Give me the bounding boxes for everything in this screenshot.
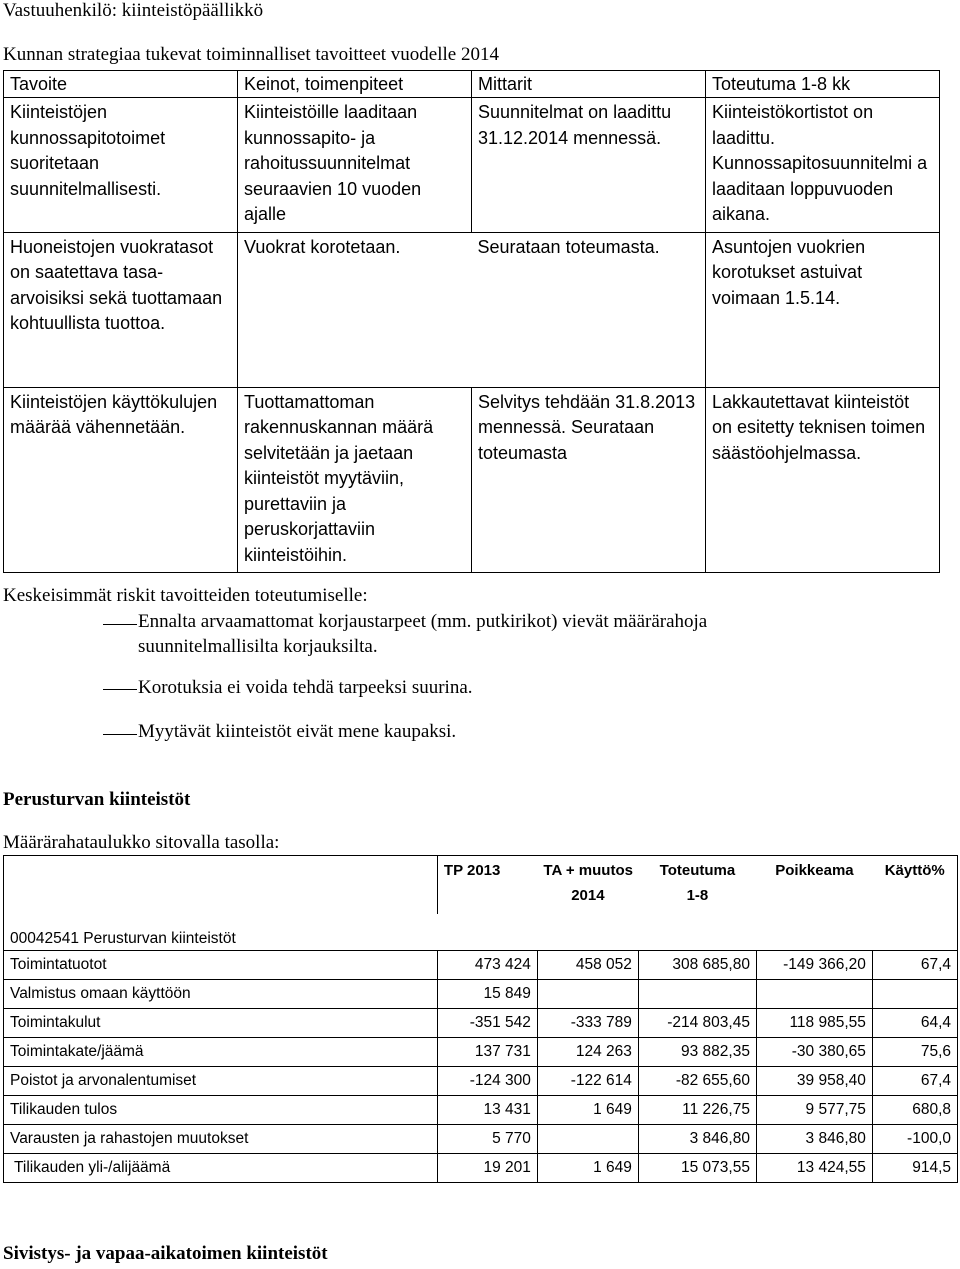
budget-row — [4, 980, 958, 1009]
row-label: Toimintakate/jäämä — [4, 1038, 438, 1067]
metric-cell: Suunnitelmat on laadittu 31.12.2014 mennessä. — [472, 98, 706, 233]
goals-header-row — [4, 71, 940, 98]
value-tot: 3 846,80 — [638, 1125, 756, 1154]
goals-col-means: Keinot, toimenpiteet — [238, 71, 472, 98]
metric-cell: Selvitys tehdään 31.8.2013 mennessä. Seurataan toteumasta — [472, 387, 706, 573]
budget-header-row — [4, 856, 958, 915]
budget-header-blank — [4, 856, 438, 915]
budget-row — [4, 1154, 958, 1183]
row-label: Tilikauden yli-/alijäämä — [4, 1154, 438, 1183]
risk-item: Ennalta arvaamattomat korjaustarpeet (mm. putkirikot) vievät määrärahoja — [138, 611, 708, 632]
value-tot: 11 226,75 — [638, 1096, 756, 1125]
section-subtitle: Määrärahataulukko sitovalla tasolla: — [3, 832, 280, 853]
value-dev: 3 846,80 — [756, 1125, 872, 1154]
next-section-title: Sivistys- ja vapaa-aikatoimen kiinteistöt — [3, 1243, 328, 1264]
value-tp: 137 731 — [437, 1038, 537, 1067]
means-cell: Tuottamattoman rakennuskannan määrä selvitetään ja jaetaan kiinteistöt myytäviin, purettaviin ja peruskorjattaviin kiinteistöihin. — [238, 387, 472, 573]
value-tp: 15 849 — [437, 980, 537, 1009]
metric-cell: Seurataan toteumasta. — [472, 232, 706, 387]
value-dev — [756, 980, 872, 1009]
value-ta — [537, 980, 638, 1009]
goals-row — [4, 98, 940, 233]
row-label: Tilikauden tulos — [4, 1096, 438, 1125]
value-ta: 1 649 — [537, 1154, 638, 1183]
value-use: 67,4 — [872, 1067, 957, 1096]
value-tp: 19 201 — [437, 1154, 537, 1183]
header-dev — [756, 856, 872, 915]
header-ta-line2: 2014 — [571, 887, 605, 904]
means-cell: Kiinteistöille laaditaan kunnossapito- ja rahoitussuunnitelmat seuraavien 10 vuoden ajalle — [238, 98, 472, 233]
value-tot — [638, 980, 756, 1009]
value-use: 914,5 — [872, 1154, 957, 1183]
goals-col-result: Toteutuma 1-8 kk — [706, 71, 940, 98]
header-use-label: Käyttö% — [884, 862, 945, 879]
value-tot: 308 685,80 — [638, 951, 756, 980]
row-label: Toimintatuotot — [4, 951, 438, 980]
row-label: Varausten ja rahastojen muutokset — [4, 1125, 438, 1154]
value-ta: -333 789 — [537, 1009, 638, 1038]
value-use: 67,4 — [872, 951, 957, 980]
header-use — [872, 856, 957, 915]
result-cell: Kiinteistökortistot on laadittu. Kunnossapitosuunnitelmi a laaditaan loppuvuoden aikana. — [706, 98, 940, 233]
budget-section-row — [4, 914, 958, 951]
value-dev: 39 958,40 — [756, 1067, 872, 1096]
value-dev: -30 380,65 — [756, 1038, 872, 1067]
goal-cell: Huoneistojen vuokratasot on saatettava tasa-arvoisiksi sekä tuottamaan kohtuullista tuottoa. — [4, 232, 238, 387]
value-tp: -124 300 — [437, 1067, 537, 1096]
dash-bullet — [103, 689, 137, 690]
header-dev-label: Poikkeama — [775, 862, 854, 879]
row-label: Poistot ja arvonalentumiset — [4, 1067, 438, 1096]
risks-title: Keskeisimmät riskit tavoitteiden toteutumiselle: — [3, 585, 368, 606]
value-tp: -351 542 — [437, 1009, 537, 1038]
dash-bullet — [103, 624, 137, 625]
goal-cell: Kiinteistöjen kunnossapitotoimet suoritetaan suunnitelmallisesti. — [4, 98, 238, 233]
value-dev: 9 577,75 — [756, 1096, 872, 1125]
value-use: 680,8 — [872, 1096, 957, 1125]
value-tot: 93 882,35 — [638, 1038, 756, 1067]
budget-section-label: 00042541 Perusturvan kiinteistöt — [4, 914, 958, 951]
value-ta: 458 052 — [537, 951, 638, 980]
budget-row — [4, 1096, 958, 1125]
budget-row — [4, 1038, 958, 1067]
value-use — [872, 980, 957, 1009]
budget-row — [4, 1067, 958, 1096]
goal-cell: Kiinteistöjen käyttökulujen määrää vähennetään. — [4, 387, 238, 573]
row-label: Valmistus omaan käyttöön — [4, 980, 438, 1009]
value-dev: 13 424,55 — [756, 1154, 872, 1183]
value-ta: -122 614 — [537, 1067, 638, 1096]
budget-row — [4, 1009, 958, 1038]
value-use: -100,0 — [872, 1125, 957, 1154]
header-tot-line1: Toteutuma — [659, 862, 736, 879]
budget-table — [3, 855, 958, 1183]
risk-item: Korotuksia ei voida tehdä tarpeeksi suurina. — [138, 677, 473, 698]
value-use: 64,4 — [872, 1009, 957, 1038]
value-use: 75,6 — [872, 1038, 957, 1067]
budget-row — [4, 951, 958, 980]
goals-col-goal: Tavoite — [4, 71, 238, 98]
strategy-title: Kunnan strategiaa tukevat toiminnalliset tavoitteet vuodelle 2014 — [3, 44, 499, 65]
value-tot: -82 655,60 — [638, 1067, 756, 1096]
value-ta: 124 263 — [537, 1038, 638, 1067]
value-tp: 473 424 — [437, 951, 537, 980]
risk-item-continued: suunnitelmallisilta korjauksilta. — [138, 636, 378, 657]
goals-table — [3, 70, 940, 573]
header-tot — [638, 856, 756, 915]
value-ta — [537, 1125, 638, 1154]
value-ta: 1 649 — [537, 1096, 638, 1125]
risk-item: Myytävät kiinteistöt eivät mene kaupaksi. — [138, 721, 457, 742]
goals-row — [4, 232, 940, 387]
responsible-person: Vastuuhenkilö: kiinteistöpäällikkö — [3, 0, 264, 21]
value-tp: 13 431 — [437, 1096, 537, 1125]
budget-row — [4, 1125, 958, 1154]
result-cell: Lakkautettavat kiinteistöt on esitetty teknisen toimen säästöohjelmassa. — [706, 387, 940, 573]
section-title: Perusturvan kiinteistöt — [3, 789, 191, 810]
goals-col-metric: Mittarit — [472, 71, 706, 98]
header-tot-line2: 1-8 — [686, 887, 709, 904]
header-ta — [537, 856, 638, 915]
row-label: Toimintakulut — [4, 1009, 438, 1038]
dash-bullet — [103, 734, 137, 735]
value-tot: 15 073,55 — [638, 1154, 756, 1183]
header-tp-label: TP 2013 — [443, 862, 501, 879]
value-tot: -214 803,45 — [638, 1009, 756, 1038]
value-dev: -149 366,20 — [756, 951, 872, 980]
goals-row — [4, 387, 940, 573]
result-cell: Asuntojen vuokrien korotukset astuivat voimaan 1.5.14. — [706, 232, 940, 387]
header-ta-line1: TA + muutos — [543, 862, 633, 879]
means-cell: Vuokrat korotetaan. — [238, 232, 472, 387]
value-dev: 118 985,55 — [756, 1009, 872, 1038]
value-tp: 5 770 — [437, 1125, 537, 1154]
header-tp — [437, 856, 537, 915]
